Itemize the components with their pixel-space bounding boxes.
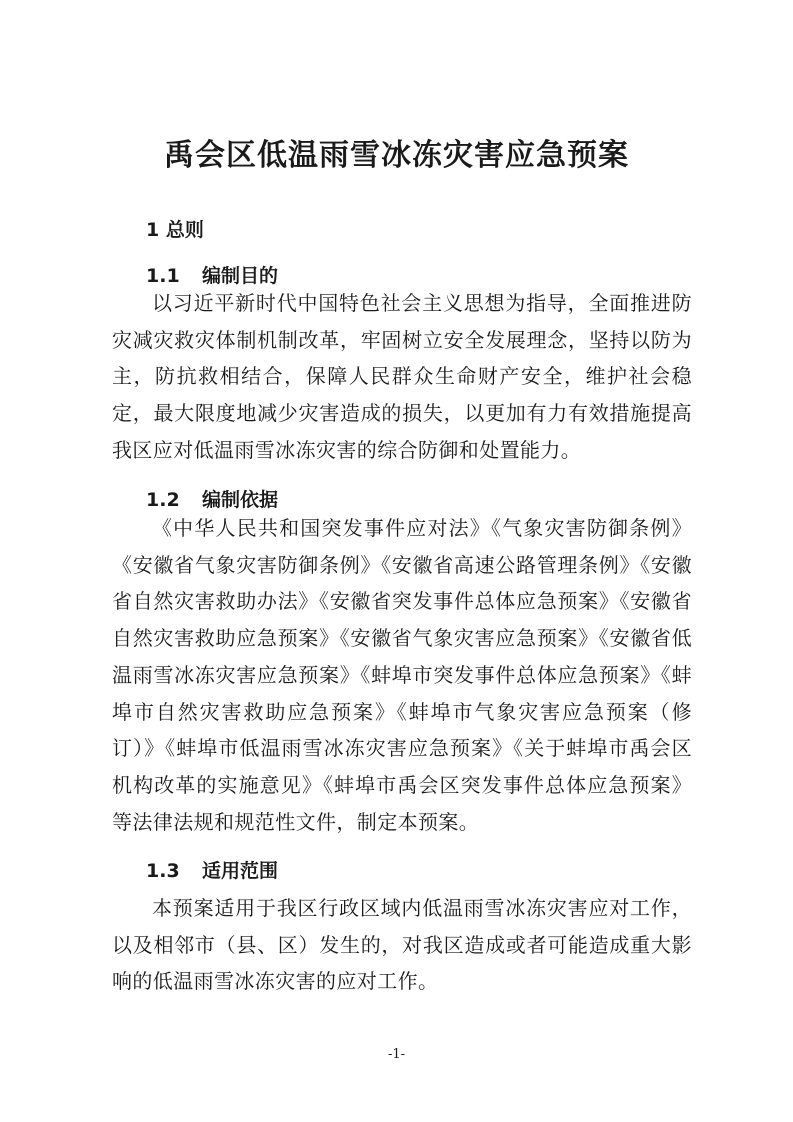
section-heading-1: 1 总则 [146, 219, 204, 241]
section-title: 编制依据 [202, 489, 279, 511]
section-number: 1.1 [146, 265, 180, 287]
section-heading-1-2 [146, 485, 278, 512]
section-heading-1-1 [146, 261, 278, 288]
paragraph-scope: 本预案适用于我区行政区域内低温雨雪冰冻灾害应对工作，以及相邻市（县、区）发生的，对我区造成或者可能造成重大影响的低温雨雪冰冻灾害的应对工作。 [112, 896, 692, 994]
section-title: 适用范围 [202, 860, 279, 882]
section-number: 1.2 [146, 489, 180, 511]
section-title: 编制目的 [202, 265, 279, 287]
page-number: -1- [387, 1047, 406, 1062]
section-heading-1-3 [146, 856, 278, 883]
paragraph-basis: 《中华人民共和国突发事件应对法》《气象灾害防御条例》《安徽省气象灾害防御条例》《安徽省高速公路管理条例》《安徽省自然灾害救助办法》《安徽省突发事件总体应急预案》《安徽省自然灾害救助应急预案》《安徽省气象灾害应急预案》《安徽省低温雨雪冰冻灾害应急预案》《蚌埠市突发事件总体应急预案》《蚌埠市自然灾害救助应急预案》《蚌埠市气象灾害应急预案（修订）》《蚌埠市低温雨雪冰冻灾害应急预案》《关于蚌埠市禹会区机构改革的实施意见》《蚌埠市禹会区突发事件总体应急预案》等法律法规和规范性文件，制定本预案。 [112, 516, 692, 834]
paragraph-purpose: 以习近平新时代中国特色社会主义思想为指导，全面推进防灾减灾救灾体制机制改革，牢固树立安全发展理念，坚持以防为主，防抗救相结合，保障人民群众生命财产安全，维护社会稳定，最大限度地减少灾害造成的损失，以更加有力有效措施提高我区应对低温雨雪冰冻灾害的综合防御和处置能力。 [112, 291, 692, 462]
document-title: 禹会区低温雨雪冰冻灾害应急预案 [164, 138, 629, 173]
section-number: 1.3 [146, 860, 180, 882]
